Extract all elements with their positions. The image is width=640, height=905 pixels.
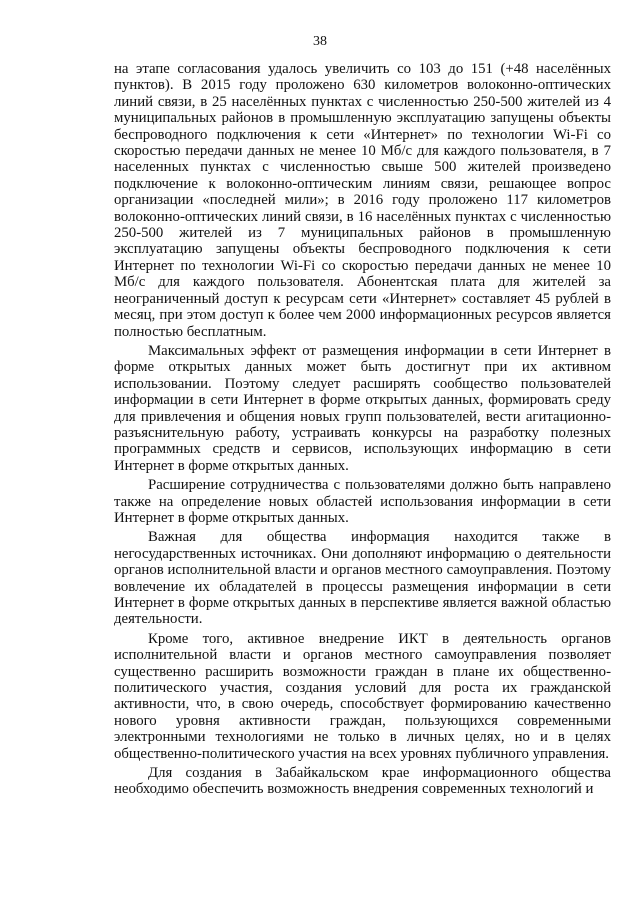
- paragraph-connectivity-stats: на этапе согласования удалось увеличить со 103 до 151 (+48 населённых пунктов). В 2015 году проложено 630 километров волоконно-оптических линий связи, в 25 населённых пунктах с численностью 250-500 жителей из 4 муниципальных районов в промышленную эксплуатацию запущены объекты беспроводного подключения к сети «Интернет» по технологии Wi-Fi со скоростью передачи данных не менее 10 Мб/с для каждого пользователя, в 7 населенных пунктах с численностью свыше 500 жителей произведено подключение к волоконно-оптическим линиям связи, решающее вопрос организации «последней мили»; в 2016 году проложено 117 километров волоконно-оптических линий связи, в 16 населённых пунктах с численностью 250-500 жителей из 7 муниципальных районов в промышленную эксплуатацию запущены объекты беспроводного подключения к сети Интернет по технологии Wi-Fi со скоростью передачи данных не менее 10 Мб/с для каждого пользователя. Абонентская плата для жителей за неограниченный доступ к ресурсам сети «Интернет» составляет 45 рублей в месяц, при этом доступ к более чем 2000 информационных ресурсов является полностью бесплатным.: [114, 61, 611, 340]
- page-number: 38: [313, 34, 327, 49]
- paragraph-ict-participation: Кроме того, активное внедрение ИКТ в деятельность органов исполнительной власти и органов местного самоуправления позволяет существенно расширить возможности граждан в плане их общественно-политического участия, создания условий для роста их гражданской активности, что, в свою очередь, способствует формированию качественно нового уровня активности граждан, пользующихся современными электронными технологиями не только в личных целях, но и в целях общественно-политического участия на всех уровнях публичного управления.: [114, 630, 611, 762]
- paragraph-user-cooperation: Расширение сотрудничества с пользователями должно быть направлено также на определение новых областей использования информации в сети Интернет в форме открытых данных.: [114, 477, 611, 526]
- paragraph-nongovernmental-sources: Важная для общества информация находится также в негосударственных источниках. Они дополняют информацию о деятельности органов исполнительной власти и органов местного самоуправления. Поэтому вовлечение их обладателей в процессы размещения информации в сети Интернет в форме открытых данных в перспективе является важной областью деятельности.: [114, 529, 611, 628]
- paragraph-open-data-effect: Максимальных эффект от размещения информации в сети Интернет в форме открытых данных может быть достигнут при их активном использовании. Поэтому следует расширять сообщество пользователей информации в сети Интернет в форме открытых данных, формировать среду для привлечения и общения новых групп пользователей, вести агитационно-разъяснительную работу, устраивать конкурсы на разработку полезных программных средств и сервисов, использующих информацию в сети Интернет в форме открытых данных.: [114, 342, 611, 474]
- paragraph-information-society: Для создания в Забайкальском крае информационного общества необходимо обеспечить возможность внедрения современных технологий и: [114, 765, 611, 798]
- body-text: [114, 61, 611, 798]
